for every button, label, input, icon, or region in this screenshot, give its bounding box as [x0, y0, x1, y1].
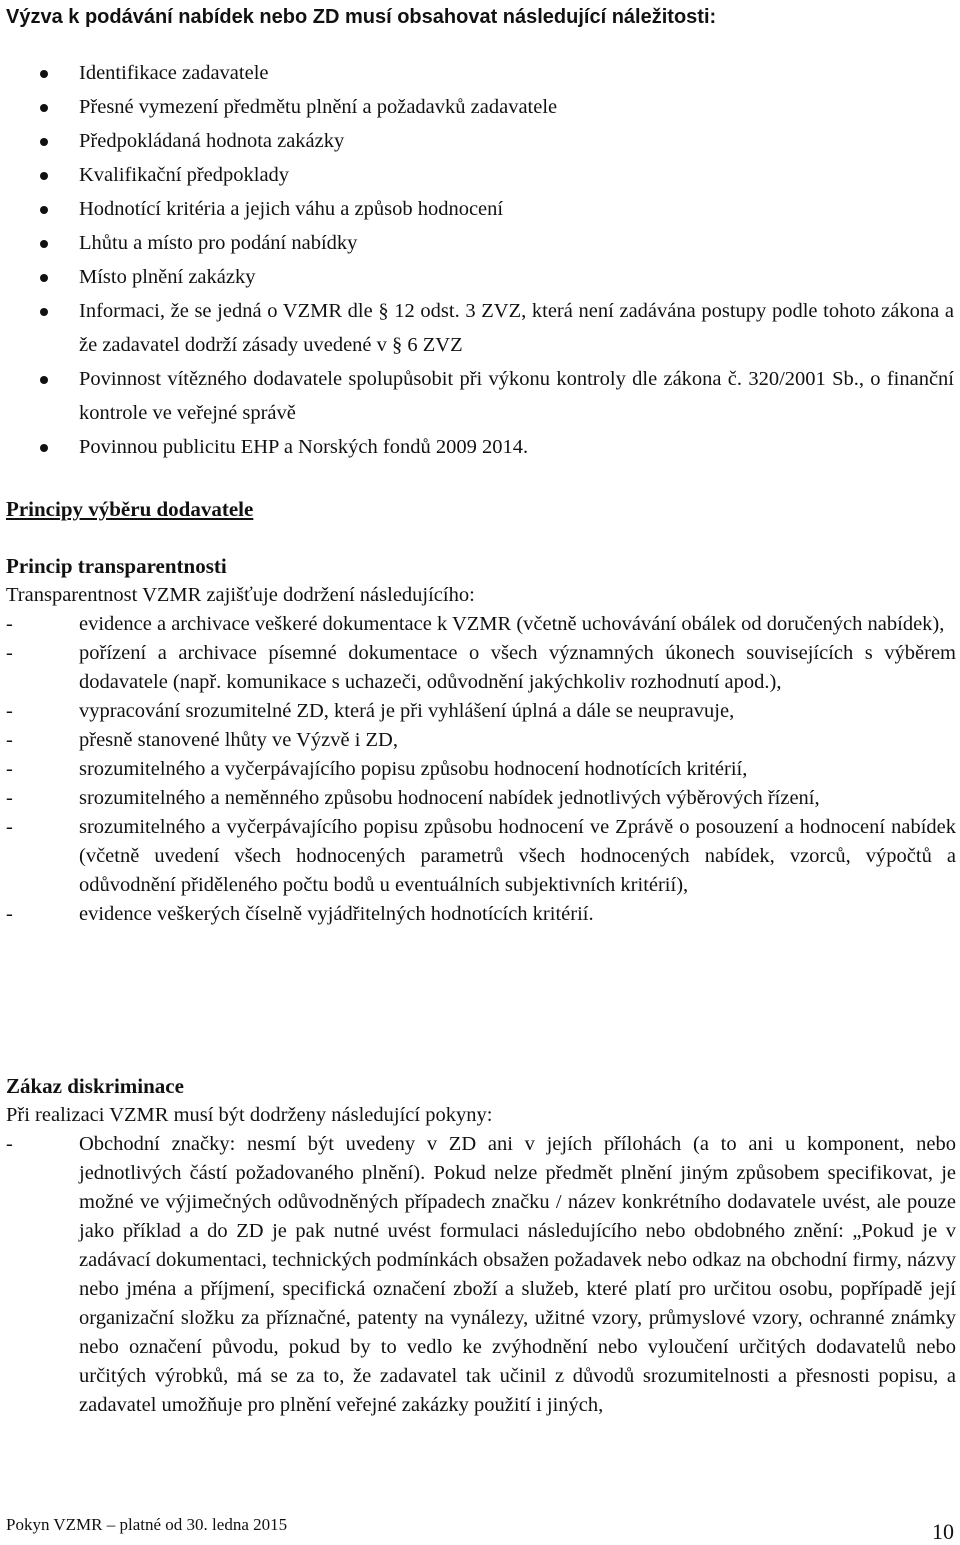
list-item: Identifikace zadavatele	[0, 56, 960, 90]
list-item: Předpokládaná hodnota zakázky	[0, 124, 960, 158]
list-item: - přesně stanovené lhůty ve Výzvě i ZD,	[6, 729, 398, 751]
bullet-icon	[40, 104, 48, 112]
list-item: Povinnost vítězného dodavatele spolupůsobit při výkonu kontroly dle zákona č. 320/2001 Sb., o finanční kontrole ve veřejné správě	[0, 362, 960, 430]
discrimination-section	[6, 1072, 956, 1420]
section-title: Principy výběru dodavatele	[6, 497, 254, 521]
list-item: Hodnotící kritéria a jejich váhu a způsob hodnocení	[0, 192, 960, 226]
bullet-icon	[40, 172, 48, 180]
bullet-icon	[40, 308, 48, 316]
discrimination-list	[6, 1130, 956, 1420]
bullet-icon	[40, 240, 48, 248]
requirements-list	[0, 56, 960, 464]
list-item: - srozumitelného a vyčerpávajícího popisu způsobu hodnocení ve Zprávě o posouzení a hodnocení nabídek (včetně uvedení všech hodnocených parametrů všech hodnocených nabídek, vzorců, výpočtů a odůvodnění přiděleného počtu bodů u eventuálních subjektivních kritérií),	[6, 816, 956, 896]
list-item: Místo plnění zakázky	[0, 260, 960, 294]
list-item: - evidence veškerých číselně vyjádřitelných hodnotících kritérií.	[6, 903, 594, 925]
transparency-section	[6, 552, 956, 929]
list-item: Lhůtu a místo pro podání nabídky	[0, 226, 960, 260]
footer-text: Pokyn VZMR – platné od 30. ledna 2015	[6, 1515, 288, 1534]
list-item: Informaci, že se jedná o VZMR dle § 12 odst. 3 ZVZ, která není zadávána postupy podle tohoto zákona a že zadavatel dodrží zásady uvedené v § 6 ZVZ	[0, 294, 960, 362]
discrimination-title: Zákaz diskriminace	[6, 1074, 184, 1098]
bullet-icon	[40, 70, 48, 78]
bullet-icon	[40, 206, 48, 214]
list-item: - vypracování srozumitelné ZD, která je při vyhlášení úplná a dále se neupravuje,	[6, 700, 735, 722]
list-item: - srozumitelného a neměnného způsobu hodnocení nabídek jednotlivých výběrových řízení,	[6, 787, 820, 809]
bullet-icon	[40, 444, 48, 452]
transparency-intro: Transparentnost VZMR zajišťuje dodržení následujícího:	[6, 584, 475, 606]
bullet-icon	[40, 376, 48, 384]
list-item: - Obchodní značky: nesmí být uvedeny v ZD ani v jejích přílohách (a to ani u komponent, nebo jednotlivých částí požadovaného plnění). Pokud nelze předmět plnění jiným způsobem specifikovat, je možné ve výjimečných odůvodněných případech značku / název konkrétního dodavatele uvést, ale pouze jako příklad a do ZD je pak nutné uvést formulaci následujícího nebo obdobného znění: „Pokud je v zadávací dokumentaci, technických podmínkách obsažen požadavek nebo odkaz na obchodní firmy, názvy nebo jména a příjmení, specifická označení zboží a služeb, které platí pro určitou osobu, popřípadě její organizační složku za příznačné, patenty na vynálezy, užitné vzory, průmyslové vzory, ochranné známky nebo označení původu, pokud by to vedlo ke zvýhodnění nebo vyloučení určitých dodavatelů nebo určitých výrobků, má se za to, že zadavatel tak učinil z důvodů srozumitelnosti a přesnosti popisu, a zadavatel umožňuje pro plnění veřejné zakázky použití i jiných,	[6, 1133, 956, 1416]
discrimination-intro: Při realizaci VZMR musí být dodrženy následující pokyny:	[6, 1104, 493, 1126]
list-item: - evidence a archivace veškeré dokumentace k VZMR (včetně uchovávání obálek od doručených nabídek),	[6, 613, 945, 635]
transparency-list	[6, 610, 956, 929]
bullet-icon	[40, 138, 48, 146]
list-item: Povinnou publicitu EHP a Norských fondů 2009 2014.	[0, 430, 960, 464]
list-item: - pořízení a archivace písemné dokumentace o všech významných úkonech souvisejících s výběrem dodavatele (např. komunikace s uchazeči, odůvodnění jakýchkoliv rozhodnutí apod.),	[6, 642, 956, 693]
transparency-title: Princip transparentnosti	[6, 554, 227, 578]
bullet-icon	[40, 274, 48, 282]
list-item: - srozumitelného a vyčerpávajícího popisu způsobu hodnocení hodnotících kritérií,	[6, 758, 748, 780]
page-number: 10	[932, 1519, 954, 1544]
list-item: Přesné vymezení předmětu plnění a požadavků zadavatele	[0, 90, 960, 124]
list-item: Kvalifikační předpoklady	[0, 158, 960, 192]
page-heading: Výzva k podávání nabídek nebo ZD musí obsahovat následující náležitosti:	[6, 6, 717, 28]
